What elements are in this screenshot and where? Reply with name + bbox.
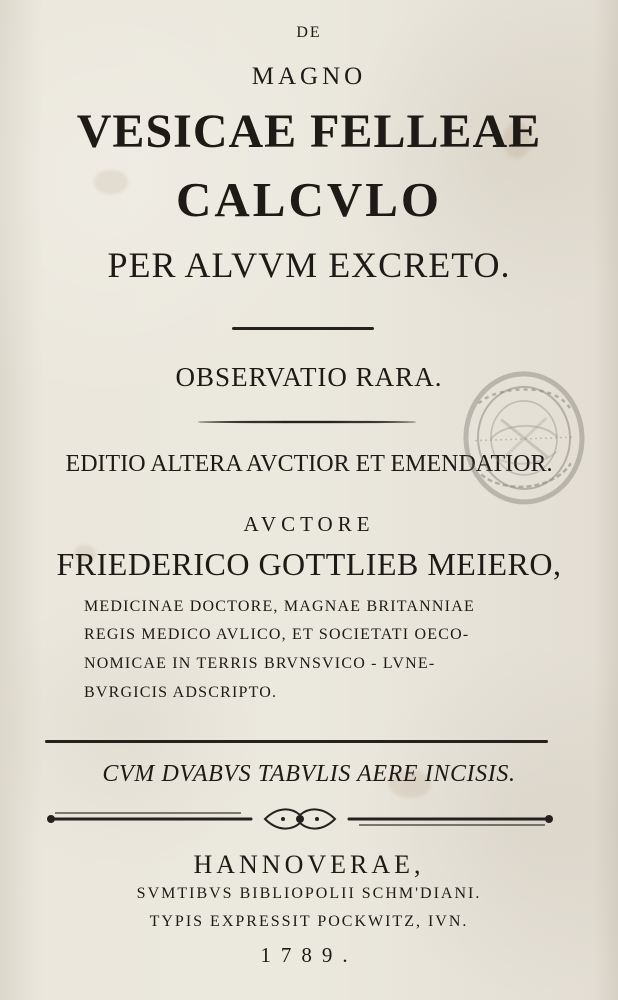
- library-stamp-icon: [449, 362, 594, 515]
- imprint-printer: TYPIS EXPRESSIT POCKWITZ, IVN.: [149, 913, 469, 930]
- author-credential-line-1: MEDICINAE DOCTORE, MAGNAE BRITANNIAE: [84, 598, 475, 615]
- observation-subtitle: OBSERVATIO RARA.: [175, 362, 443, 392]
- author-credential-line-2: REGIS MEDICO AVLICO, ET SOCIETATI OECO-: [84, 626, 470, 643]
- imprint-city: HANNOVERAE,: [193, 850, 425, 879]
- author-credential-line-3: NOMICAE IN TERRIS BRVNSVICO - LVNE-: [84, 655, 436, 672]
- author-credential-line-4: BVRGICIS ADSCRIPTO.: [84, 684, 278, 701]
- decorative-rule-icon: [45, 805, 555, 833]
- subtitle-divider: [198, 421, 416, 423]
- author-name: FRIEDERICO GOTTLIEB MEIERO,: [56, 546, 562, 582]
- main-title-line-3: PER ALVVM EXCRETO.: [107, 245, 511, 285]
- imprint-publisher: SVMTIBVS BIBLIOPOLII SCHM'DIANI.: [136, 885, 482, 902]
- edition-statement: EDITIO ALTERA AVCTIOR ET EMENDATIOR.: [65, 451, 553, 477]
- paper-foxing-spot: [94, 170, 128, 194]
- main-title-line-2: CALCVLO: [175, 172, 443, 227]
- main-title-line-1: VESICAE FELLEAE: [76, 105, 542, 158]
- plates-note: CVM DVABVS TABVLIS AERE INCISIS.: [102, 761, 516, 787]
- publication-year: 1789.: [260, 943, 358, 967]
- title-subject: MAGNO: [251, 63, 367, 90]
- section-divider: [45, 740, 548, 743]
- auctore-label: AVCTORE: [243, 512, 375, 536]
- title-intro: DE: [296, 24, 322, 41]
- title-divider: [232, 327, 374, 330]
